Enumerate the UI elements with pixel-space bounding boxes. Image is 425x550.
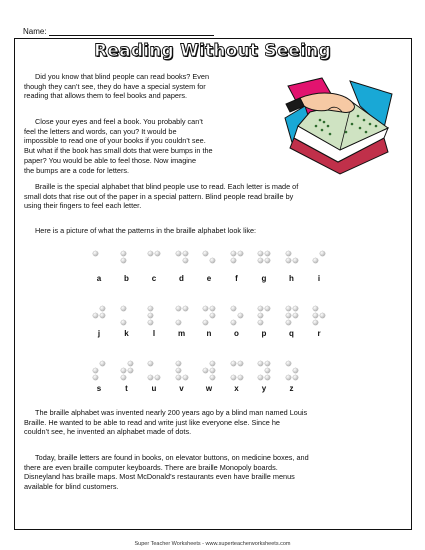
braille-dot [183,258,188,263]
name-label: Name: [23,27,47,36]
braille-dot [238,375,243,380]
braille-dot [293,306,298,311]
braille-dot [258,258,263,263]
braille-dot [148,306,153,311]
braille-dot [231,361,236,366]
text-line: The braille alphabet was invented nearly 200 years ago by a blind man named Louis [35,408,308,417]
braille-dot [148,375,153,380]
braille-letter-label: c [151,274,157,283]
braille-letter-label: y [261,384,267,393]
braille-dot [293,258,298,263]
paragraph-feel-book [24,117,213,175]
braille-dot [128,361,133,366]
braille-dot [155,251,160,256]
braille-dot [313,258,318,263]
braille-dot [313,306,318,311]
braille-dot [210,306,215,311]
braille-dot [286,375,291,380]
braille-letter-label: r [317,329,321,338]
braille-dot [93,251,98,256]
braille-dot [148,320,153,325]
text-line: though they can’t see, they do have a special system for [24,81,206,91]
braille-dot [286,320,291,325]
braille-dot [183,375,188,380]
paragraph-intro [24,72,210,101]
braille-letter-label: p [261,329,267,338]
braille-dot [231,375,236,380]
text-line: Close your eyes and feel a book. You probably can’t [35,117,203,126]
braille-letter-label: i [317,274,321,283]
braille-dot [176,375,181,380]
braille-letter-label: j [97,329,101,338]
page-title: Reading Without Seeing [94,41,331,61]
braille-dot [286,361,291,366]
braille-dot [100,313,105,318]
braille-dot [238,251,243,256]
braille-letter-label: t [125,384,128,393]
braille-dot [258,361,263,366]
braille-dot [121,320,126,325]
braille-letter-label: s [96,384,102,393]
braille-dot [258,313,263,318]
name-field[interactable] [23,27,214,36]
braille-dot [313,320,318,325]
braille-letter-label: l [152,329,156,338]
text-line: feel the letters and words, can you? It would be [24,126,177,136]
braille-dot [231,251,236,256]
text-line: Braille. He wanted to be able to read and write just like everyone else. Since he [24,417,280,427]
braille-dot [203,368,208,373]
text-line: Did you know that blind people can read books? Even [35,72,210,81]
text-line: Today, braille letters are found in books, on elevator buttons, on medicine boxes, and [35,453,309,462]
text-line: couldn’t see, he invented an alphabet made of dots. [24,427,192,437]
braille-dot [293,368,298,373]
braille-dot [231,258,236,263]
braille-dot [121,368,126,373]
text-line: Disneyland has braille maps. Most McDonald’s restaurants even have braille menus [24,472,295,482]
paragraph-picture-intro [35,226,256,236]
text-line: small dots that rise out of the paper in a special pattern. Blind people read braille by [24,191,294,201]
name-line[interactable] [49,27,214,36]
braille-dot [203,306,208,311]
braille-dot [265,306,270,311]
paragraph-braille-intro [24,182,299,211]
braille-dot [93,375,98,380]
text-line: Here is a picture of what the patterns in the braille alphabet look like: [35,226,257,235]
braille-dot [176,306,181,311]
braille-letter-label: f [235,274,238,283]
text-line: Braille is the special alphabet that blind people use to read. Each letter is made of [35,182,299,191]
braille-dot [210,313,215,318]
braille-letter-label: d [179,274,184,283]
page-footer: Super Teacher Worksheets - www.superteacherworksheets.com [134,541,291,547]
braille-dot [293,313,298,318]
braille-dot [286,258,291,263]
braille-letter-label: u [151,384,157,393]
braille-dot [148,361,153,366]
braille-letter-label: m [177,329,186,338]
braille-dot [100,361,105,366]
braille-dot [258,320,263,325]
braille-dot [265,258,270,263]
braille-letter-label: g [261,274,267,283]
braille-dot [176,251,181,256]
braille-dot [320,251,325,256]
braille-dot [238,313,243,318]
text-line: available for blind customers. [24,482,119,492]
braille-dot [258,306,263,311]
braille-dot [286,313,291,318]
braille-dot [121,375,126,380]
braille-dot [93,368,98,373]
braille-dot [183,306,188,311]
braille-dot [210,375,215,380]
braille-dot [121,258,126,263]
braille-dot [148,251,153,256]
braille-dot [286,306,291,311]
text-line: there are even braille computer keyboards. There are braille Monopoly boards. [24,462,278,472]
braille-dot [265,368,270,373]
text-line: the bumps are a code for letters. [24,165,130,175]
braille-letter-label: a [96,274,102,283]
braille-letter-label: z [289,384,294,393]
braille-dot [231,306,236,311]
braille-letter-label: b [124,274,129,283]
braille-dot [210,361,215,366]
braille-dot [176,368,181,373]
braille-dot [265,375,270,380]
braille-dot [93,313,98,318]
text-line: using their fingers to feel each letter. [24,201,142,211]
braille-dot [183,251,188,256]
braille-dot [265,251,270,256]
braille-dot [128,368,133,373]
braille-dot [155,375,160,380]
braille-dot [258,251,263,256]
text-line: paper? You would be able to feel those. Now imagine [24,155,197,165]
text-line: reading that allows them to feel books and papers. [24,91,188,101]
braille-letter-label: h [289,274,294,283]
text-line: But what if the book has small dots that were bumps in the [24,146,213,156]
braille-letter-label: k [124,329,129,338]
braille-dot [238,361,243,366]
braille-dot [320,313,325,318]
braille-dot [265,361,270,366]
braille-dot [210,368,215,373]
braille-dot [286,251,291,256]
braille-dot [148,313,153,318]
braille-dot [313,313,318,318]
braille-dot [258,375,263,380]
braille-dot [176,320,181,325]
paragraph-today [24,453,309,492]
text-line: impossible to read one of your books if you couldn’t see. [24,136,206,146]
braille-letter-label: w [205,384,213,393]
braille-dot [176,361,181,366]
braille-dot [203,251,208,256]
paragraph-history [24,408,308,437]
braille-letter-label: v [179,384,184,393]
braille-dot [203,320,208,325]
braille-letter-label: q [289,329,294,338]
braille-letter-label: e [206,274,212,283]
braille-dot [293,375,298,380]
braille-letter-label: o [234,329,239,338]
braille-letter-label: x [234,384,239,393]
braille-dot [121,306,126,311]
braille-dot [231,320,236,325]
braille-dot [210,258,215,263]
braille-dot [100,306,105,311]
braille-letter-label: n [206,329,212,338]
braille-dot [121,251,126,256]
braille-book-illustration [280,76,400,176]
